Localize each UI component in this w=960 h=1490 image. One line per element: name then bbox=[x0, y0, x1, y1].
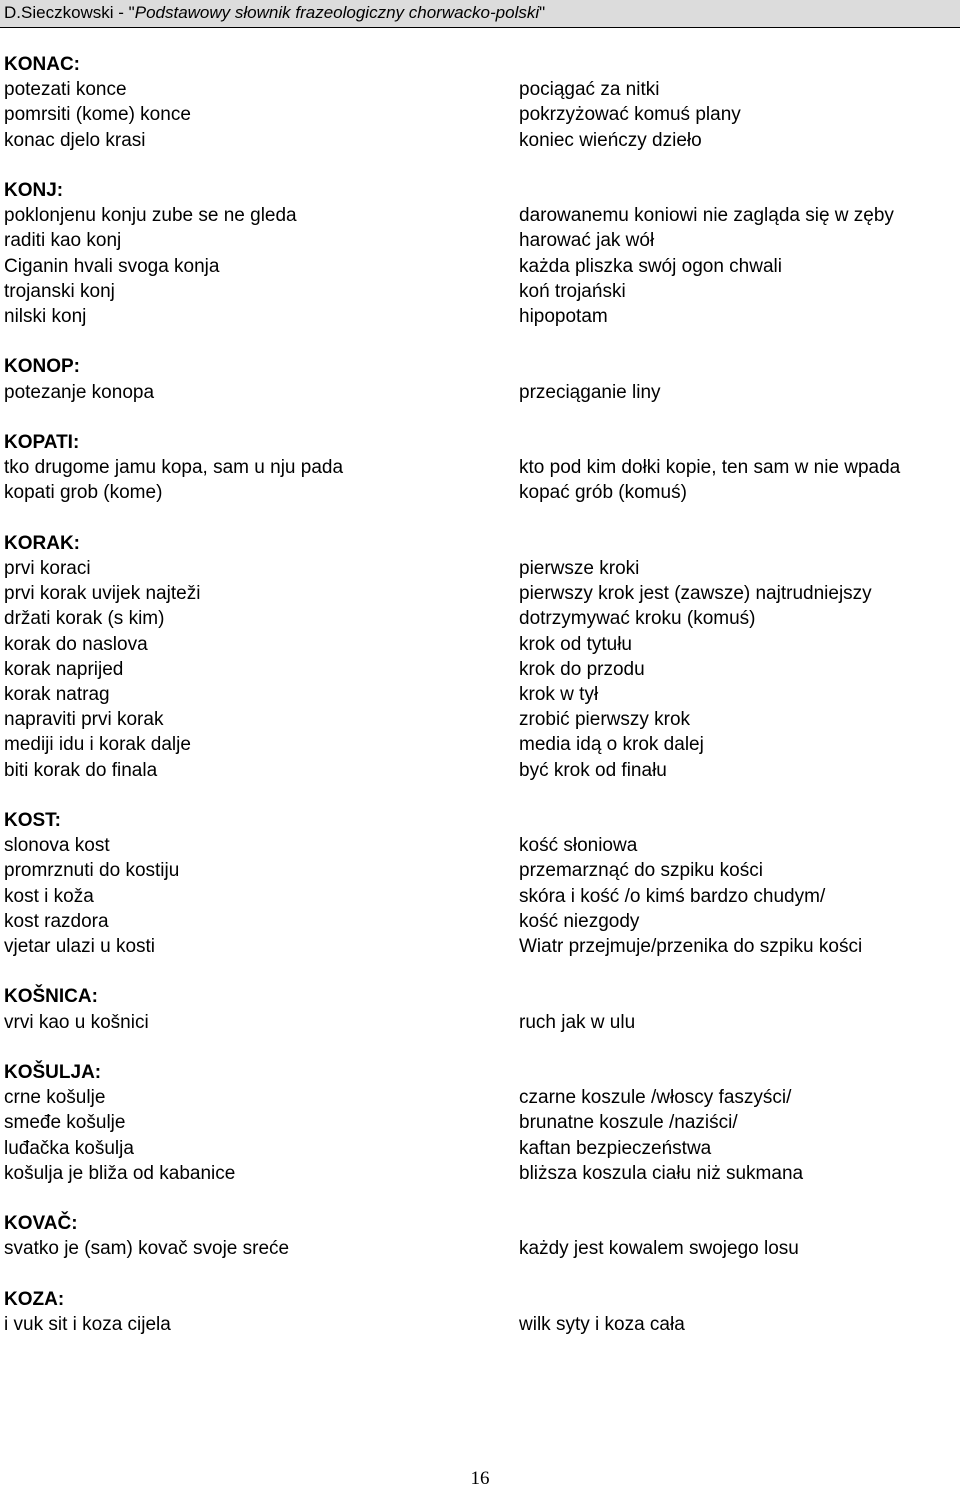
phrase-row bbox=[0, 556, 960, 581]
croatian-phrase: prvi korak uvijek najteži bbox=[4, 583, 201, 605]
croatian-phrase: tko drugome jamu kopa, sam u nju pada bbox=[4, 457, 344, 479]
croatian-phrase: poklonjenu konju zube se ne gleda bbox=[4, 205, 297, 227]
croatian-phrase: prvi koraci bbox=[4, 558, 91, 579]
phrase-row bbox=[0, 758, 960, 783]
phrase-row bbox=[0, 128, 960, 153]
croatian-phrase: kopati grob (kome) bbox=[4, 482, 163, 504]
polish-translation: hipopotam bbox=[519, 306, 608, 327]
phrase-row bbox=[0, 77, 960, 102]
header-suffix: " bbox=[539, 3, 546, 22]
entry-headword: KOŠNICA: bbox=[4, 986, 98, 1008]
polish-translation: kaftan bezpieczeństwa bbox=[519, 1137, 712, 1159]
phrase-row bbox=[0, 833, 960, 858]
phrase-row bbox=[0, 480, 960, 505]
phrase-row bbox=[0, 228, 960, 253]
entry-headword: KOVAČ: bbox=[4, 1213, 78, 1235]
polish-translation: każdy jest kowalem swojego losu bbox=[519, 1238, 799, 1260]
polish-translation: przeciąganie liny bbox=[519, 381, 661, 403]
entry-headword: KONJ: bbox=[4, 180, 64, 201]
phrase-row bbox=[0, 254, 960, 279]
polish-translation: Wiatr przejmuje/przenika do szpiku kości bbox=[519, 936, 863, 957]
polish-translation: koń trojański bbox=[519, 280, 626, 302]
entry-headword: KOŠULJA: bbox=[4, 1062, 102, 1083]
entry-headword-row bbox=[0, 808, 960, 833]
document-header bbox=[0, 0, 960, 28]
polish-translation: skóra i kość /o kimś bardzo chudym/ bbox=[519, 885, 826, 907]
polish-translation: darowanemu koniowi nie zagląda się w zęby bbox=[519, 205, 894, 227]
polish-translation: każda pliszka swój ogon chwali bbox=[519, 255, 782, 277]
entry-headword: KOST: bbox=[4, 810, 61, 831]
entry-headword-row bbox=[0, 531, 960, 556]
entry-headword-row bbox=[0, 52, 960, 77]
croatian-phrase: potezati konce bbox=[4, 79, 127, 101]
croatian-phrase: slonova kost bbox=[4, 835, 110, 857]
polish-translation: wilk syty i koza cała bbox=[519, 1314, 685, 1335]
phrase-row bbox=[0, 606, 960, 631]
entry-headword-row bbox=[0, 178, 960, 203]
polish-translation: brunatne koszule /naziści/ bbox=[519, 1112, 738, 1134]
entry-headword-row bbox=[0, 1287, 960, 1312]
phrase-row bbox=[0, 380, 960, 405]
polish-translation: krok od tytułu bbox=[519, 633, 632, 655]
croatian-phrase: nilski konj bbox=[4, 306, 87, 327]
page-number: 16 bbox=[470, 1468, 490, 1489]
croatian-phrase: Ciganin hvali svoga konja bbox=[4, 255, 220, 277]
polish-translation: przemarznąć do szpiku kości bbox=[519, 860, 763, 882]
phrase-row bbox=[0, 1110, 960, 1135]
polish-translation: kto pod kim dołki kopie, ten sam w nie wpada bbox=[519, 457, 901, 479]
croatian-phrase: korak do naslova bbox=[4, 633, 148, 655]
phrase-row bbox=[0, 682, 960, 707]
polish-translation: kość słoniowa bbox=[519, 835, 638, 857]
entry-headword-row bbox=[0, 354, 960, 379]
croatian-phrase: mediji idu i korak dalje bbox=[4, 734, 191, 756]
croatian-phrase: napraviti prvi korak bbox=[4, 709, 164, 731]
polish-translation: być krok od finału bbox=[519, 759, 667, 781]
phrase-row bbox=[0, 858, 960, 883]
croatian-phrase: raditi kao konj bbox=[4, 230, 122, 252]
entry-headword: KORAK: bbox=[4, 532, 80, 554]
phrase-row bbox=[0, 909, 960, 934]
phrase-row bbox=[0, 707, 960, 732]
phrase-row bbox=[0, 455, 960, 480]
header-title: Podstawowy słownik frazeologiczny chorwacko-polski bbox=[134, 3, 540, 22]
phrase-row bbox=[0, 1136, 960, 1161]
phrase-row bbox=[0, 934, 960, 959]
phrase-row bbox=[0, 1161, 960, 1186]
phrase-row bbox=[0, 1010, 960, 1035]
croatian-phrase: svatko je (sam) kovač svoje sreće bbox=[4, 1238, 290, 1260]
croatian-phrase: trojanski konj bbox=[4, 280, 115, 302]
croatian-phrase: i vuk sit i koza cijela bbox=[4, 1314, 171, 1335]
entry-headword-row bbox=[0, 984, 960, 1009]
croatian-phrase: biti korak do finala bbox=[4, 759, 158, 781]
croatian-phrase: luđačka košulja bbox=[4, 1137, 134, 1159]
polish-translation: bliższa koszula ciału niż sukmana bbox=[519, 1162, 804, 1184]
phrase-row bbox=[0, 581, 960, 606]
entry-headword: KONAC: bbox=[4, 54, 80, 75]
polish-translation: kopać grób (komuś) bbox=[519, 482, 687, 504]
polish-translation: dotrzymywać kroku (komuś) bbox=[519, 608, 756, 630]
phrase-row bbox=[0, 279, 960, 304]
polish-translation: krok do przodu bbox=[519, 658, 645, 680]
croatian-phrase: kost razdora bbox=[4, 910, 109, 932]
croatian-phrase: kost i koža bbox=[4, 885, 94, 907]
croatian-phrase: košulja je bliža od kabanice bbox=[4, 1162, 236, 1184]
croatian-phrase: vrvi kao u košnici bbox=[4, 1011, 149, 1033]
entry-headword: KONOP: bbox=[4, 356, 80, 378]
entry-headword-row bbox=[0, 1211, 960, 1236]
croatian-phrase: konac djelo krasi bbox=[4, 129, 146, 151]
phrase-row bbox=[0, 102, 960, 127]
polish-translation: ruch jak w ulu bbox=[519, 1011, 636, 1033]
polish-translation: pokrzyżować komuś plany bbox=[519, 104, 741, 126]
polish-translation: pierwszy krok jest (zawsze) najtrudniejszy bbox=[519, 583, 872, 605]
croatian-phrase: smeđe košulje bbox=[4, 1112, 126, 1134]
polish-translation: czarne koszule /włoscy faszyści/ bbox=[519, 1087, 792, 1109]
polish-translation: harować jak wół bbox=[519, 230, 655, 252]
entry-headword-row bbox=[0, 430, 960, 455]
phrase-row bbox=[0, 1236, 960, 1261]
phrase-row bbox=[0, 1085, 960, 1110]
header-prefix: D.Sieczkowski - " bbox=[4, 3, 135, 22]
croatian-phrase: vjetar ulazi u kosti bbox=[4, 936, 156, 957]
croatian-phrase: potezanje konopa bbox=[4, 381, 155, 403]
phrase-row bbox=[0, 657, 960, 682]
phrase-row bbox=[0, 632, 960, 657]
entry-headword-row bbox=[0, 1060, 960, 1085]
phrase-row bbox=[0, 732, 960, 757]
croatian-phrase: korak natrag bbox=[4, 684, 110, 705]
entry-headword: KOZA: bbox=[4, 1288, 65, 1310]
croatian-phrase: držati korak (s kim) bbox=[4, 608, 165, 630]
croatian-phrase: promrznuti do kostiju bbox=[4, 860, 180, 882]
phrase-row bbox=[0, 884, 960, 909]
phrase-row bbox=[0, 1312, 960, 1337]
croatian-phrase: pomrsiti (kome) konce bbox=[4, 104, 191, 126]
polish-translation: krok w tył bbox=[519, 684, 599, 705]
polish-translation: kość niezgody bbox=[519, 910, 640, 932]
polish-translation: pociągać za nitki bbox=[519, 79, 660, 101]
polish-translation: koniec wieńczy dzieło bbox=[519, 129, 702, 151]
polish-translation: zrobić pierwszy krok bbox=[519, 709, 691, 731]
croatian-phrase: korak naprijed bbox=[4, 658, 124, 680]
polish-translation: pierwsze kroki bbox=[519, 558, 640, 579]
phrase-row bbox=[0, 304, 960, 329]
polish-translation: media idą o krok dalej bbox=[519, 734, 704, 756]
croatian-phrase: crne košulje bbox=[4, 1087, 106, 1109]
phrase-row bbox=[0, 203, 960, 228]
entry-headword: KOPATI: bbox=[4, 432, 80, 453]
